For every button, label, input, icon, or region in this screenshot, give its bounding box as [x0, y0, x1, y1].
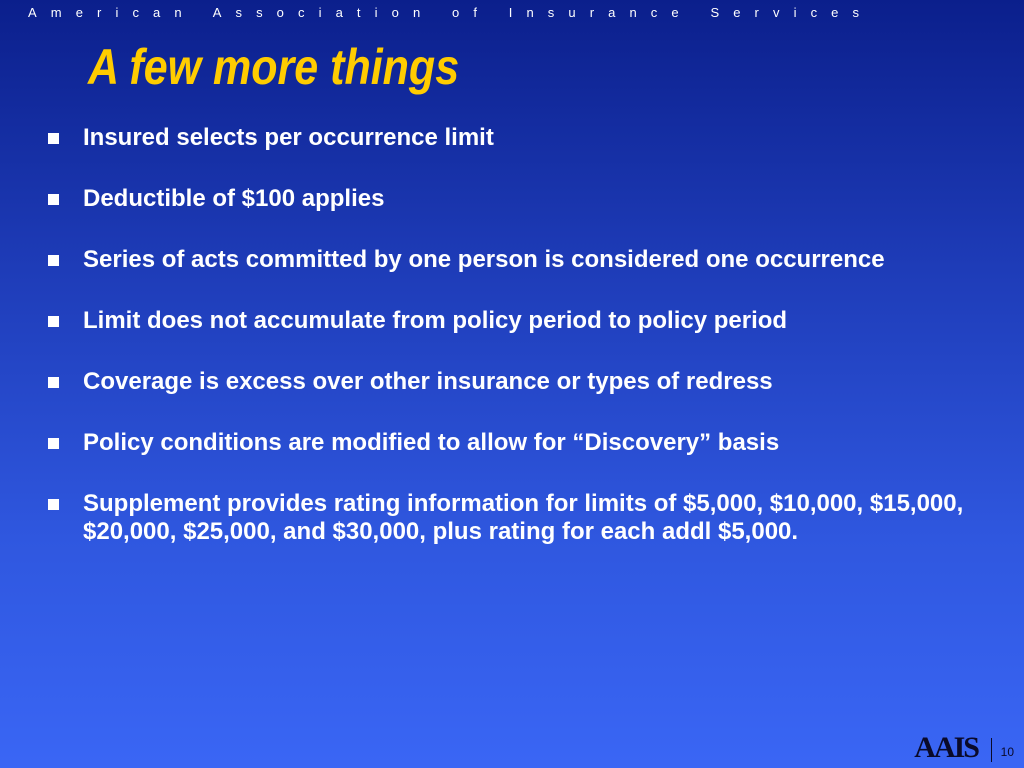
aais-logo: AAIS: [914, 731, 978, 764]
bullet-item: [46, 246, 986, 274]
bullet-list: [46, 124, 986, 579]
bullet-text: Supplement provides rating information for limits of $5,000, $10,000, $15,000, $20,000, $25,000, and $30,000, plus rating for each addl $5,000.: [83, 490, 964, 545]
bullet-text: Limit does not accumulate from policy period to policy period: [83, 307, 788, 334]
slide-title: A few more things: [88, 39, 460, 95]
square-bullet-icon: [48, 194, 59, 205]
square-bullet-icon: [48, 255, 59, 266]
bullet-text: Deductible of $100 applies: [83, 185, 385, 212]
page-number: 10: [1000, 745, 1014, 759]
bullet-item: [46, 307, 986, 335]
footer-divider: [991, 738, 992, 762]
square-bullet-icon: [48, 499, 59, 510]
bullet-text: Series of acts committed by one person is considered one occurrence: [83, 246, 885, 273]
square-bullet-icon: [48, 133, 59, 144]
bullet-item: [46, 368, 986, 396]
bullet-item: [46, 490, 986, 546]
square-bullet-icon: [48, 316, 59, 327]
bullet-text: Policy conditions are modified to allow for “Discovery” basis: [83, 429, 780, 456]
square-bullet-icon: [48, 438, 59, 449]
bullet-item: [46, 185, 986, 213]
organization-banner: American Association of Insurance Services: [28, 5, 874, 20]
bullet-text: Coverage is excess over other insurance or types of redress: [83, 368, 773, 395]
square-bullet-icon: [48, 377, 59, 388]
bullet-item: [46, 124, 986, 152]
bullet-item: [46, 429, 986, 457]
bullet-text: Insured selects per occurrence limit: [83, 124, 494, 151]
